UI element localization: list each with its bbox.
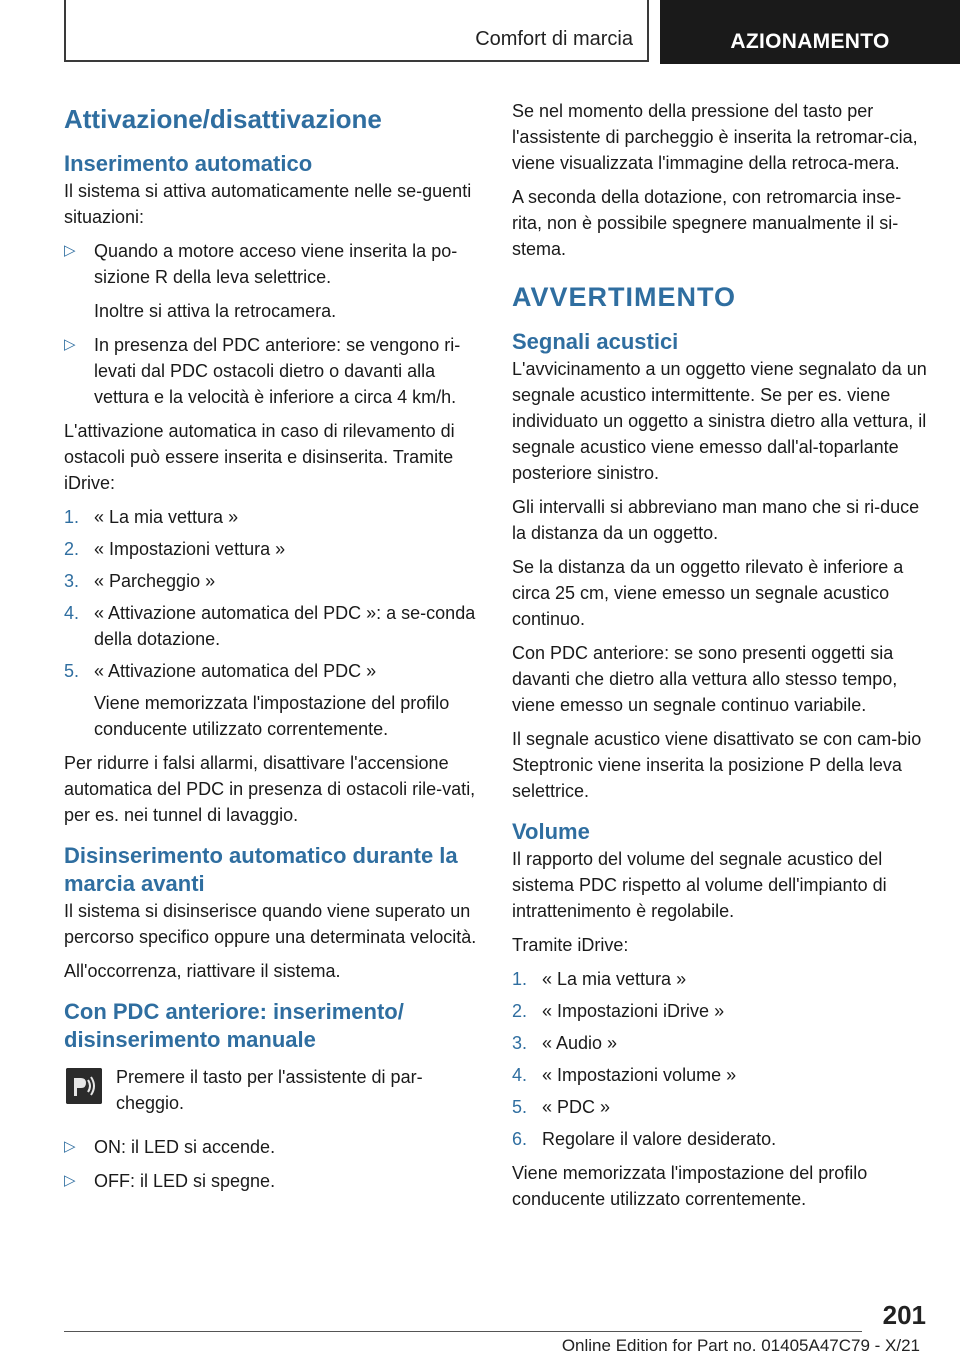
button-instruction bbox=[64, 1064, 478, 1120]
paragraph: L'avvicinamento a un oggetto viene segnalato da un segnale acustico intermittente. Se per es. viene individuato un oggetto a sinistra dietro alla vettura, il segnale acustico viene emesso dall'al-toparlante posteriore sinistro. bbox=[512, 359, 927, 483]
step-text: « Impostazioni iDrive » bbox=[542, 1001, 725, 1021]
list-item-subtext: Inoltre si attiva la retrocamera. bbox=[94, 301, 337, 321]
page-title: Attivazione/disattivazione bbox=[64, 104, 382, 134]
step-text: « Attivazione automatica del PDC » bbox=[94, 661, 377, 681]
heading-auto-on: Inserimento automatico bbox=[64, 151, 313, 176]
list-item bbox=[64, 1134, 478, 1160]
paragraph: A seconda della dotazione, con retromarcia inse-rita, non è possibile spegnere manualmente il si-stema. bbox=[512, 187, 902, 259]
heading-signals: Segnali acustici bbox=[512, 329, 679, 354]
step-number: 1. bbox=[512, 969, 528, 989]
step-text: « Attivazione automatica del PDC »: a se-conda della dotazione. bbox=[94, 603, 476, 649]
numbered-list bbox=[512, 966, 927, 1152]
list-item bbox=[64, 504, 478, 530]
chapter-tab bbox=[660, 0, 960, 64]
step-text: « PDC » bbox=[542, 1097, 611, 1117]
footer-edition: Online Edition for Part no. 01405A47C79 - X/21 bbox=[561, 1336, 920, 1355]
step-number: 2. bbox=[64, 539, 80, 559]
paragraph: Il rapporto del volume del segnale acustico del sistema PDC rispetto al volume dell'impianto di intrattenimento è regolabile. bbox=[512, 849, 887, 921]
list-item bbox=[64, 332, 478, 410]
paragraph: Il sistema si disinserisce quando viene superato un percorso specifico oppure una determinata velocità. bbox=[64, 901, 477, 947]
list-item bbox=[512, 1126, 927, 1152]
step-text: « Impostazioni vettura » bbox=[94, 539, 286, 559]
paragraph: Gli intervalli si abbreviano man mano che si ri-duce la distanza da un oggetto. bbox=[512, 497, 920, 543]
heading-volume: Volume bbox=[512, 819, 590, 844]
paragraph: Per ridurre i falsi allarmi, disattivare l'accensione automatica del PDC in presenza di ostacoli rile-vati, per es. nei tunnel di lavaggio. bbox=[64, 753, 476, 825]
section-tab bbox=[64, 0, 649, 62]
triangle-bullet-icon: ▷ bbox=[64, 242, 76, 259]
paragraph: Il sistema si attiva automaticamente nelle se-guenti situazioni: bbox=[64, 181, 472, 227]
list-item bbox=[64, 536, 478, 562]
list-item bbox=[64, 238, 478, 324]
step-number: 4. bbox=[512, 1065, 528, 1085]
step-number: 3. bbox=[64, 571, 80, 591]
list-item bbox=[512, 1062, 927, 1088]
paragraph: Se nel momento della pressione del tasto per l'assistente di parcheggio è inserita la retromar-cia, viene visualizzata l'immagine della retroca-mera. bbox=[512, 101, 918, 173]
page-header bbox=[0, 0, 960, 66]
step-number: 4. bbox=[64, 603, 80, 623]
left-column bbox=[64, 98, 478, 1202]
paragraph: Premere il tasto per l'assistente di par-cheggio. bbox=[116, 1067, 423, 1113]
step-number: 5. bbox=[512, 1097, 528, 1117]
paragraph: All'occorrenza, riattivare il sistema. bbox=[64, 961, 341, 981]
step-text: « Audio » bbox=[542, 1033, 618, 1053]
bullet-list bbox=[64, 1134, 478, 1194]
list-item bbox=[64, 568, 478, 594]
chapter-title: AZIONAMENTO bbox=[730, 30, 890, 53]
list-item-text: ON: il LED si accende. bbox=[94, 1137, 276, 1157]
paragraph: Viene memorizzata l'impostazione del profilo conducente utilizzato correntemente. bbox=[512, 1163, 868, 1209]
list-item bbox=[64, 658, 478, 742]
step-number: 1. bbox=[64, 507, 80, 527]
paragraph: Se la distanza da un oggetto rilevato è inferiore a circa 25 cm, viene emesso un segnale acustico continuo. bbox=[512, 557, 904, 629]
list-item bbox=[64, 600, 478, 652]
step-subtext: Viene memorizzata l'impostazione del profilo conducente utilizzato correntemente. bbox=[94, 693, 450, 739]
triangle-bullet-icon: ▷ bbox=[64, 1172, 76, 1189]
bullet-list bbox=[64, 238, 478, 410]
step-number: 2. bbox=[512, 1001, 528, 1021]
right-column bbox=[512, 98, 927, 1220]
list-item bbox=[512, 998, 927, 1024]
parking-assistant-button-icon bbox=[66, 1068, 102, 1104]
list-item bbox=[512, 966, 927, 992]
heading-manual: Con PDC anteriore: inserimento/ disinserimento manuale bbox=[64, 999, 404, 1052]
triangle-bullet-icon: ▷ bbox=[64, 336, 76, 353]
list-item bbox=[512, 1030, 927, 1056]
paragraph: L'attivazione automatica in caso di rilevamento di ostacoli può essere inserita e disinserita. Tramite iDrive: bbox=[64, 421, 455, 493]
list-item bbox=[512, 1094, 927, 1120]
step-text: « La mia vettura » bbox=[94, 507, 239, 527]
step-number: 3. bbox=[512, 1033, 528, 1053]
page-number: 201 bbox=[882, 1300, 926, 1330]
numbered-list bbox=[64, 504, 478, 742]
step-text: « Parcheggio » bbox=[94, 571, 216, 591]
list-item-text: OFF: il LED si spegne. bbox=[94, 1171, 276, 1191]
footer-divider bbox=[64, 1331, 862, 1332]
list-item bbox=[64, 1168, 478, 1194]
paragraph: Il segnale acustico viene disattivato se con cam-bio Steptronic viene inserita la posizione P della leva selettrice. bbox=[512, 729, 922, 801]
step-number: 6. bbox=[512, 1129, 528, 1149]
paragraph: Con PDC anteriore: se sono presenti oggetti sia davanti che dietro alla vettura allo stesso tempo, viene emesso un segnale continuo variabile. bbox=[512, 643, 898, 715]
step-number: 5. bbox=[64, 661, 80, 681]
step-text: « La mia vettura » bbox=[542, 969, 687, 989]
triangle-bullet-icon: ▷ bbox=[64, 1138, 76, 1155]
list-item-text: Quando a motore acceso viene inserita la po-sizione R della leva selettrice. bbox=[94, 241, 458, 287]
list-item-text: In presenza del PDC anteriore: se vengono ri-levati dal PDC ostacoli dietro o davanti alla vettura e la velocità è inferiore a circa 4 km/h. bbox=[94, 335, 461, 407]
paragraph: Tramite iDrive: bbox=[512, 935, 629, 955]
section-title: Comfort di marcia bbox=[475, 28, 633, 50]
step-text: Regolare il valore desiderato. bbox=[542, 1129, 777, 1149]
heading-auto-off: Disinserimento automatico durante la marcia avanti bbox=[64, 843, 458, 896]
warning-heading: AVVERTIMENTO bbox=[512, 282, 737, 312]
step-text: « Impostazioni volume » bbox=[542, 1065, 737, 1085]
